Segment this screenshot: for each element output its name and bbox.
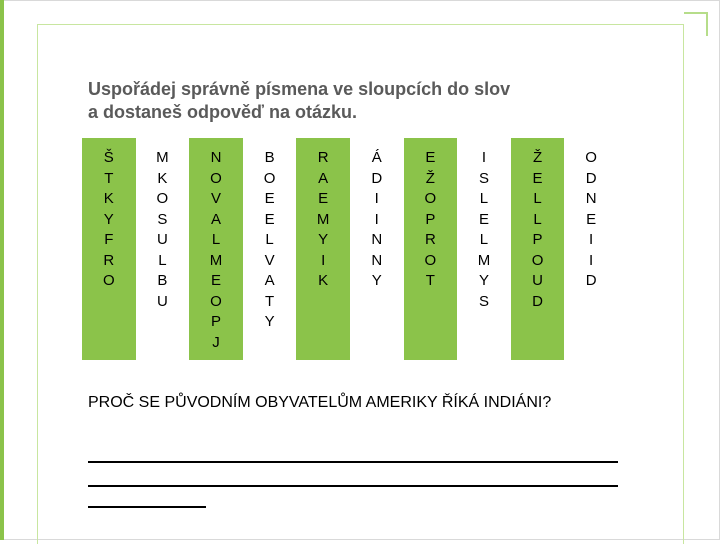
letter-cell: Š <box>103 149 114 166</box>
letter-cell: O <box>424 190 437 207</box>
letter-cell: D <box>585 272 597 289</box>
answer-line-1 <box>88 461 618 463</box>
letter-cell: V <box>264 251 275 269</box>
letter-cell: L <box>533 190 542 207</box>
letter-table <box>82 138 618 360</box>
letter-cell: B <box>157 272 168 289</box>
letter-cell: P <box>425 210 436 228</box>
letter-cell: Y <box>264 313 275 330</box>
letter-cell: U <box>532 272 543 289</box>
answer-line-3 <box>88 506 206 508</box>
letter-cell: E <box>478 210 489 228</box>
letter-cell: M <box>316 210 330 228</box>
letter-cell: E <box>264 190 275 207</box>
title-line: Uspořádej správně písmena ve sloupcích do slov <box>88 79 511 99</box>
letter-cell: S <box>478 292 489 310</box>
letter-cell: Ž <box>532 149 543 166</box>
slide-title <box>88 78 608 124</box>
letter-cell: N <box>210 149 222 166</box>
answer-line-2 <box>88 485 618 487</box>
letter-cell: O <box>424 251 437 269</box>
letter-cell: U <box>156 292 168 310</box>
letter-cell: I <box>374 190 379 207</box>
letter-column <box>136 138 190 360</box>
letter-cell: S <box>157 210 168 228</box>
letter-cell: J <box>212 333 220 351</box>
letter-cell: Y <box>318 231 329 248</box>
letter-column <box>457 138 511 360</box>
letter-cell: Á <box>371 149 382 166</box>
letter-cell: L <box>479 231 489 248</box>
letter-cell: K <box>157 169 168 187</box>
letter-cell: Ž <box>425 169 435 187</box>
letter-cell: K <box>103 190 114 207</box>
letter-cell: T <box>104 169 114 187</box>
letter-cell: P <box>532 231 543 248</box>
letter-cell: N <box>371 231 383 248</box>
letter-cell: L <box>211 231 221 248</box>
letter-column <box>82 138 136 360</box>
letter-cell: L <box>479 190 489 207</box>
letter-cell: E <box>210 272 221 289</box>
title-line: a dostaneš odpověď na otázku. <box>88 102 357 122</box>
letter-cell: O <box>102 272 115 289</box>
letter-cell: L <box>158 251 167 269</box>
letter-cell: E <box>425 149 436 166</box>
letter-cell: T <box>425 272 435 289</box>
letter-cell: I <box>481 149 487 166</box>
letter-cell: T <box>264 292 275 310</box>
letter-cell: Y <box>103 210 114 228</box>
letter-cell: M <box>477 251 491 269</box>
corner-decoration <box>684 12 708 36</box>
letter-column <box>296 138 350 360</box>
letter-cell: O <box>156 190 169 207</box>
letter-cell: K <box>318 272 329 289</box>
letter-cell: D <box>532 292 543 310</box>
letter-cell: I <box>589 231 594 248</box>
letter-cell: L <box>265 231 274 248</box>
letter-cell: M <box>156 149 169 166</box>
letter-cell: Y <box>478 272 489 289</box>
letter-cell: R <box>103 251 115 269</box>
letter-cell: I <box>374 210 379 228</box>
letter-cell: N <box>585 190 597 207</box>
question-text: PROČ SE PŮVODNÍM OBYVATELŮM AMERIKY ŘÍKÁ INDIÁNI? <box>88 394 552 411</box>
letter-cell: B <box>264 149 275 166</box>
letter-cell: I <box>321 251 326 269</box>
letter-cell: Y <box>371 272 382 289</box>
letter-column <box>404 138 458 360</box>
letter-column <box>511 138 565 360</box>
letter-cell: D <box>371 169 383 187</box>
letter-cell: L <box>533 210 542 228</box>
letter-cell: P <box>210 313 221 330</box>
letter-cell: R <box>424 231 436 248</box>
letter-cell: S <box>478 169 489 187</box>
letter-cell: V <box>210 190 221 207</box>
letter-column <box>243 138 297 360</box>
letter-cell: N <box>371 251 383 269</box>
letter-cell: O <box>263 169 276 187</box>
letter-cell: E <box>532 169 543 187</box>
letter-cell: A <box>318 169 329 187</box>
letter-cell: M <box>209 251 223 269</box>
letter-cell: O <box>210 169 222 187</box>
letter-column <box>350 138 404 360</box>
letter-cell: I <box>589 251 594 269</box>
letter-cell: E <box>318 190 329 207</box>
letter-cell: F <box>104 231 114 248</box>
letter-cell: R <box>317 149 329 166</box>
letter-cell: E <box>586 210 597 228</box>
letter-cell: E <box>264 210 275 228</box>
letter-cell: D <box>585 169 597 187</box>
letter-column <box>189 138 243 360</box>
letter-cell: O <box>210 292 222 310</box>
letter-cell: O <box>531 251 544 269</box>
letter-cell: O <box>585 149 597 166</box>
letter-cell: U <box>156 231 168 248</box>
letter-cell: A <box>210 210 221 228</box>
letter-cell: A <box>264 272 275 289</box>
accent-bar <box>0 0 4 540</box>
letter-column <box>564 138 618 360</box>
